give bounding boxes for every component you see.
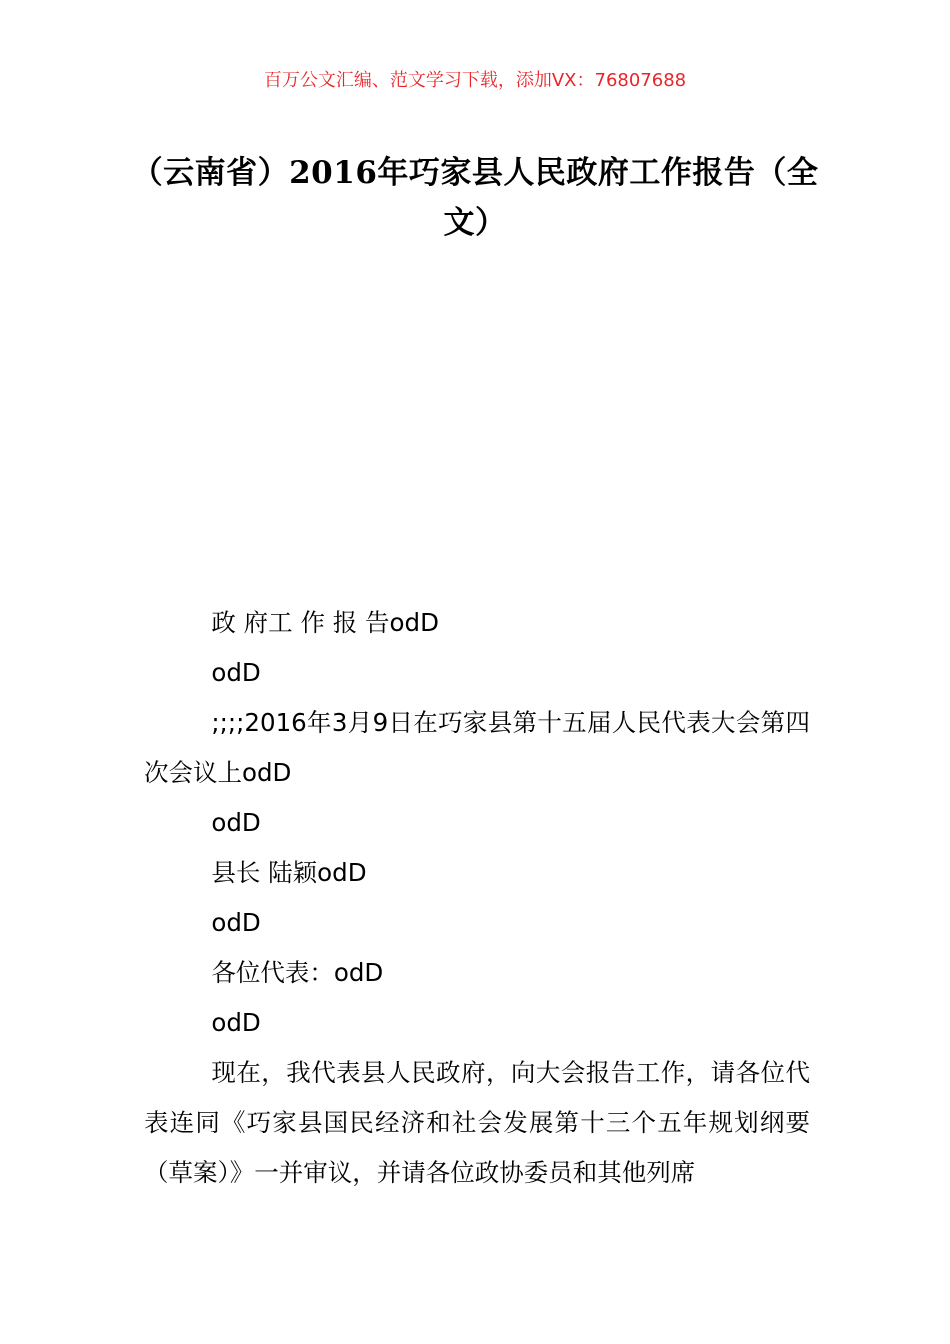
paragraph-date-venue: ;;;;2016年3月9日在巧家县第十五届人民代表大会第四次会议上odD — [144, 708, 810, 787]
document-body — [144, 598, 810, 1198]
paragraph: odD — [211, 808, 261, 837]
paragraph-opening: 现在，我代表县人民政府，向大会报告工作，请各位代表连同《巧家县国民经济和社会发展第十三个五年规划纲要（草案）》一并审议，并请各位政协委员和其他列席 — [144, 1058, 810, 1187]
document-title: （云南省）2016年巧家县人民政府工作报告（全文） — [131, 155, 819, 241]
paragraph-heading: 政 府工 作 报 告odD — [211, 608, 439, 637]
header-note: 百万公文汇编、范文学习下载，添加VX：76807688 — [263, 70, 687, 91]
paragraph-salutation: 各位代表：odD — [211, 958, 384, 987]
paragraph: odD — [211, 908, 261, 937]
paragraph: odD — [211, 1008, 261, 1037]
paragraph: odD — [211, 658, 261, 687]
paragraph-speaker: 县长 陆颖odD — [211, 858, 367, 887]
